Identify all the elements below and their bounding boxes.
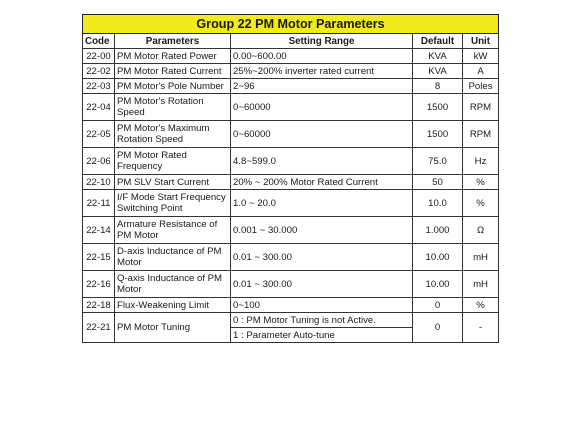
row-range: 20% ~ 200% Motor Rated Current [231,175,413,190]
table-title: Group 22 PM Motor Parameters [83,15,499,34]
row-range: 0.00~600.00 [231,49,413,64]
row-default: 50 [413,175,463,190]
row-code: 22-00 [83,49,115,64]
row-range: 4.8~599.0 [231,148,413,175]
row-unit: kW [463,49,499,64]
row-parameter: PM Motor Tuning [115,313,231,343]
row-unit: % [463,298,499,313]
row-parameter: D-axis Inductance of PM Motor [115,244,231,271]
row-unit: Poles [463,79,499,94]
row-unit: - [463,313,499,343]
row-code: 22-15 [83,244,115,271]
row-default: KVA [413,49,463,64]
row-parameter: Flux-Weakening Limit [115,298,231,313]
row-unit: A [463,64,499,79]
row-range: 0.001 ~ 30.000 [231,217,413,244]
row-default: KVA [413,64,463,79]
row-code: 22-18 [83,298,115,313]
parameter-table-container [82,14,498,343]
table-row [83,313,499,328]
table-row [83,298,499,313]
row-parameter: I/F Mode Start Frequency Switching Point [115,190,231,217]
row-range: 25%~200% inverter rated current [231,64,413,79]
row-unit: % [463,190,499,217]
row-code: 22-06 [83,148,115,175]
row-default: 10.00 [413,271,463,298]
row-code: 22-14 [83,217,115,244]
table-row [83,148,499,175]
row-code: 22-05 [83,121,115,148]
row-default: 0 [413,298,463,313]
row-default: 1500 [413,121,463,148]
header-parameters: Parameters [115,34,231,49]
row-range: 0~60000 [231,94,413,121]
row-parameter: PM Motor Rated Power [115,49,231,64]
table-row [83,64,499,79]
row-parameter: Armature Resistance of PM Motor [115,217,231,244]
table-title-row [83,15,499,34]
row-range: 0.01 ~ 300.00 [231,271,413,298]
table-row [83,271,499,298]
row-unit: Ω [463,217,499,244]
table-row [83,190,499,217]
header-default: Default [413,34,463,49]
table-row [83,244,499,271]
row-parameter: PM Motor's Maximum Rotation Speed [115,121,231,148]
table-row [83,94,499,121]
row-unit: mH [463,244,499,271]
row-parameter: PM Motor's Rotation Speed [115,94,231,121]
table-header-row [83,34,499,49]
table-row [83,79,499,94]
table-row [83,217,499,244]
header-setting-range: Setting Range [231,34,413,49]
row-code: 22-03 [83,79,115,94]
table-row [83,121,499,148]
row-unit: mH [463,271,499,298]
row-range: 2~96 [231,79,413,94]
row-default: 10.0 [413,190,463,217]
row-default: 8 [413,79,463,94]
row-unit: RPM [463,94,499,121]
row-code: 22-04 [83,94,115,121]
row-parameter: PM SLV Start Current [115,175,231,190]
row-range: 1.0 ~ 20.0 [231,190,413,217]
row-default: 1500 [413,94,463,121]
row-code: 22-10 [83,175,115,190]
row-default: 10.00 [413,244,463,271]
row-unit: Hz [463,148,499,175]
header-unit: Unit [463,34,499,49]
parameter-table [82,14,499,343]
row-range: 0~60000 [231,121,413,148]
table-row [83,175,499,190]
row-default: 75.0 [413,148,463,175]
row-unit: % [463,175,499,190]
table-row [83,49,499,64]
row-code: 22-02 [83,64,115,79]
row-code: 22-16 [83,271,115,298]
row-range: 0.01 ~ 300.00 [231,244,413,271]
row-range: 0~100 [231,298,413,313]
row-default: 1.000 [413,217,463,244]
row-parameter: Q-axis Inductance of PM Motor [115,271,231,298]
row-parameter: PM Motor Rated Current [115,64,231,79]
row-parameter: PM Motor's Pole Number [115,79,231,94]
row-code: 22-21 [83,313,115,343]
row-range-option-1: 1 : Parameter Auto-tune [231,328,413,343]
row-parameter: PM Motor Rated Frequency [115,148,231,175]
row-range-option-0: 0 : PM Motor Tuning is not Active. [231,313,413,328]
row-code: 22-11 [83,190,115,217]
header-code: Code [83,34,115,49]
row-default: 0 [413,313,463,343]
row-unit: RPM [463,121,499,148]
